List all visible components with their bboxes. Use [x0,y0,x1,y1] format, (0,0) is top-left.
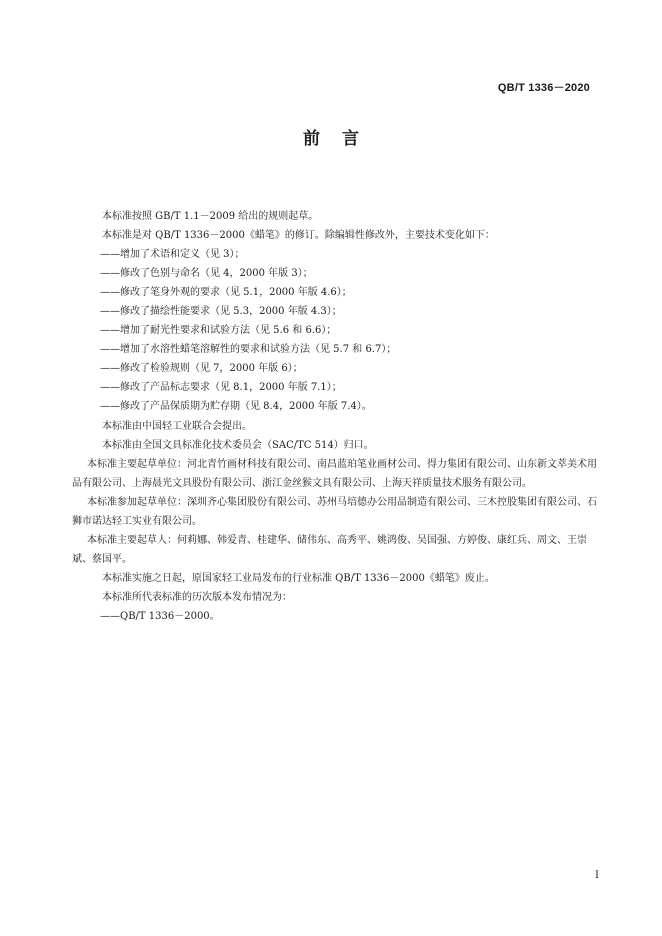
page-number: I [595,870,599,881]
history-intro-line: 本标准所代表标准的历次版本发布情况为： [102,592,292,603]
drafting-rule-line: 本标准按照 GB/T 1.1－2009 给出的规则起草。 [102,211,319,222]
main-units-paragraph: 本标准主要起草单位：河北青竹画材科技有限公司、南昌蓝珀笔业画材公司、得力集团有限公司、山东新文萃美术用品有限公司、上海晨光文具股份有限公司、浙江金丝猴文具有限公司、上海天祥质量技术服务有限公司。 [72,459,597,489]
page-title: 前言 [303,129,381,149]
proposed-by-line: 本标准由中国轻工业联合会提出。 [102,421,252,432]
change-item: ——修改了产品保质期为贮存期（见 8.4，2000 年版 7.4）。 [100,401,372,412]
change-item: ——修改了笔身外观的要求（见 5.1，2000 年版 4.6）； [100,287,352,298]
change-item: ——修改了描绘性能要求（见 5.3，2000 年版 4.3）； [100,306,342,317]
standard-code: QB/T 1336－2020 [497,82,590,94]
implementation-line: 本标准实施之日起，原国家轻工业局发布的行业标准 QB/T 1336－2000《蜡笔》废止。 [102,573,495,584]
change-item: ——增加了耐光性要求和试验方法（见 5.6 和 6.6）； [100,325,337,336]
change-item: ——增加了水溶性蜡笔溶解性的要求和试验方法（见 5.7 和 6.7）； [100,344,397,355]
participating-units-paragraph: 本标准参加起草单位：深圳齐心集团股份有限公司、苏州马培德办公用品制造有限公司、三木控股集团有限公司、石狮市诺达轻工实业有限公司。 [72,497,597,527]
managed-by-line: 本标准由全国文具标准化技术委员会（SAC/TC 514）归口。 [102,440,374,451]
foreword-info [72,417,605,626]
history-item: ——QB/T 1336－2000。 [100,611,220,622]
main-drafters-paragraph: 本标准主要起草人：何莉娜、韩爱青、桂建华、储伟东、高秀平、姚鸿俊、吴国强、方婷俊、康红兵、周文、王崇斌、蔡国平。 [72,535,587,565]
change-item: ——修改了色别与命名（见 4，2000 年版 3）； [100,268,313,279]
change-item: ——修改了产品标志要求（见 8.1，2000 年版 7.1）； [100,382,342,393]
change-item: ——增加了术语和定义（见 3）； [100,249,245,260]
revision-line: 本标准是对 QB/T 1336－2000《蜡笔》的修订。除编辑性修改外，主要技术变化如下： [102,230,495,241]
foreword-body [87,207,599,416]
change-item: ——修改了检验规则（见 7，2000 年版 6）； [100,363,303,374]
